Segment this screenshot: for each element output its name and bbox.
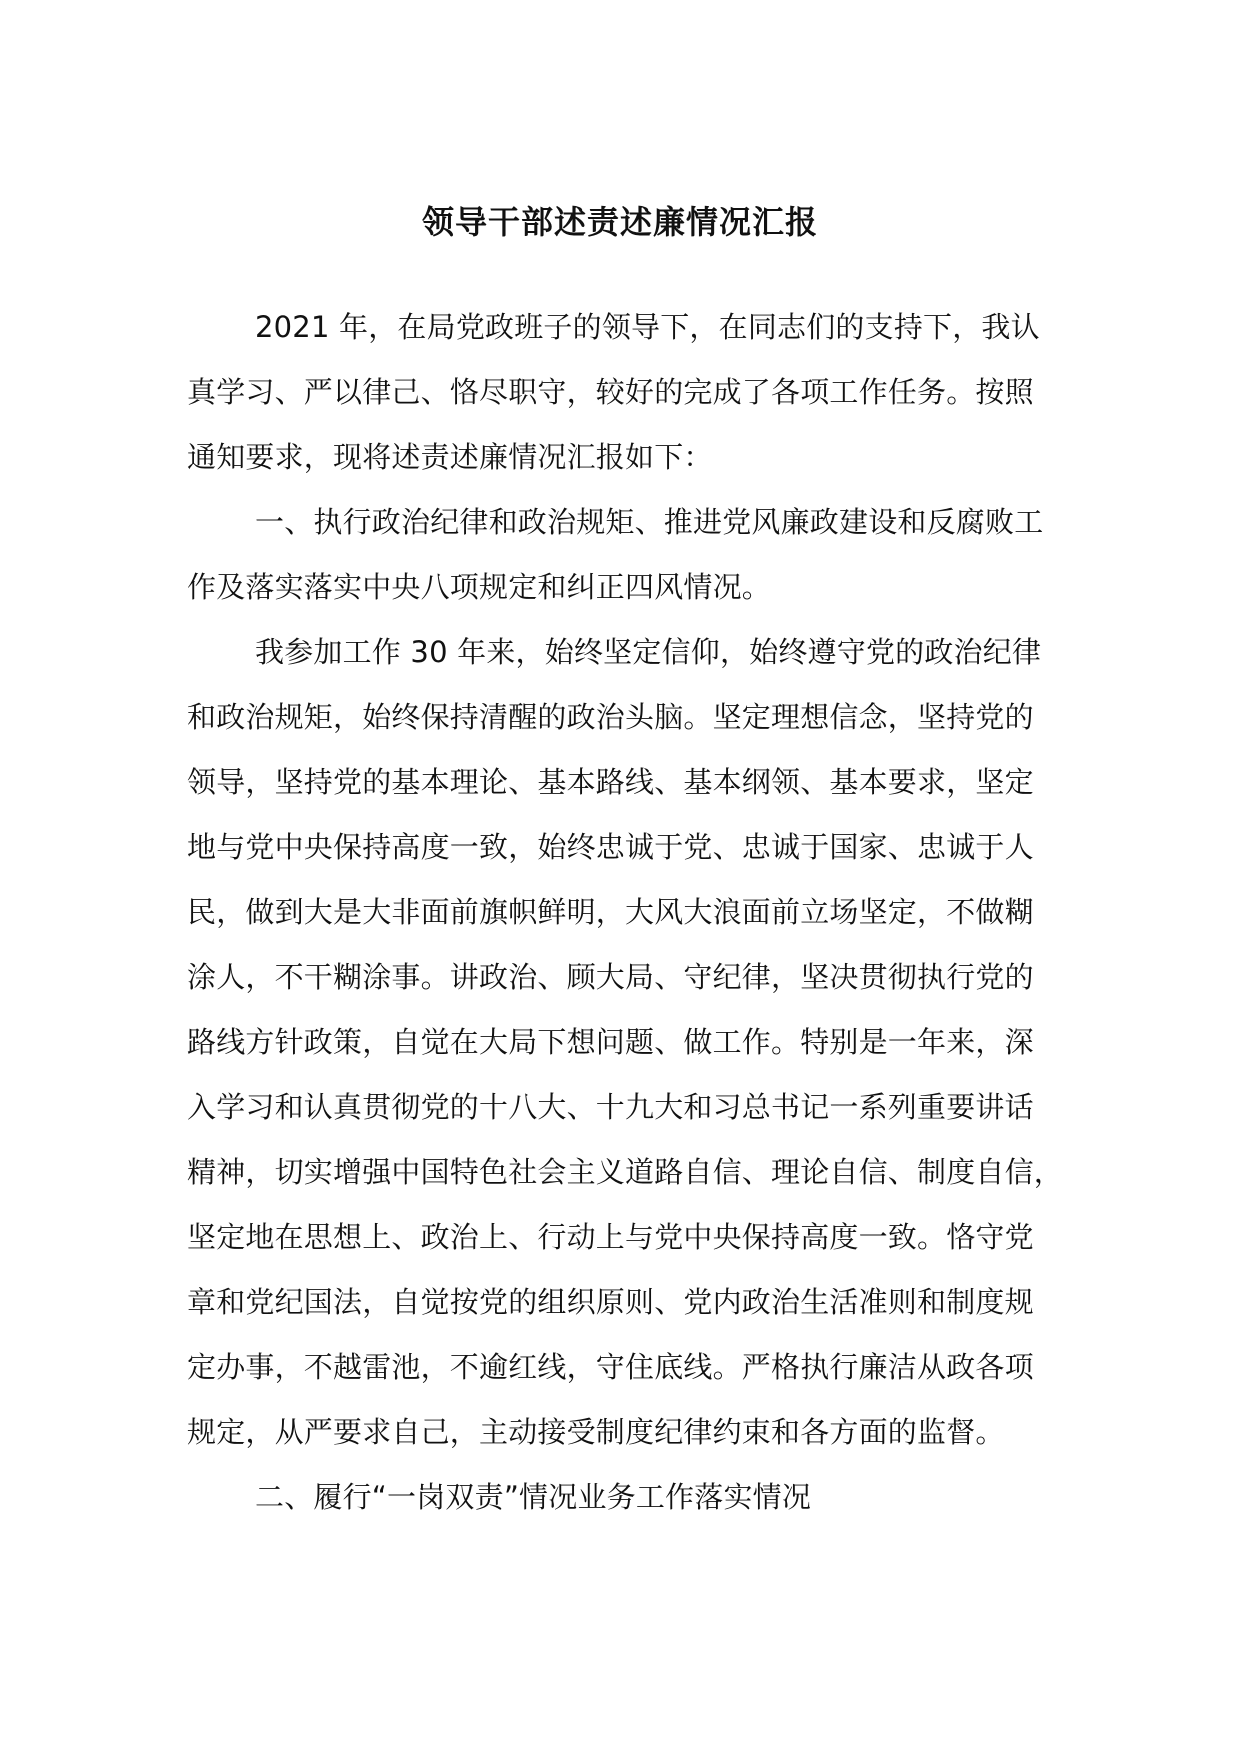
paragraph-line: 2021 年，在局党政班子的领导下，在同志们的支持下，我认 (255, 310, 1040, 344)
paragraph-line: 规定，从严要求自己，主动接受制度纪律约束和各方面的监督。 (187, 1415, 1005, 1449)
paragraph-line: 我参加工作 30 年来，始终坚定信仰，始终遵守党的政治纪律 (255, 635, 1042, 669)
paragraph-line: 章和党纪国法，自觉按党的组织原则、党内政治生活准则和制度规 (187, 1285, 1034, 1319)
paragraph-line: 入学习和认真贯彻党的十八大、十九大和习总书记一系列重要讲话 (187, 1090, 1034, 1124)
paragraph-line: 真学习、严以律己、恪尽职守，较好的完成了各项工作任务。按照 (187, 375, 1034, 409)
paragraph-line: 坚定地在思想上、政治上、行动上与党中央保持高度一致。恪守党 (187, 1220, 1034, 1254)
document-title: 领导干部述责述廉情况汇报 (421, 203, 818, 241)
section-heading-line: 二、履行“一岗双责”情况业务工作落实情况 (255, 1480, 812, 1514)
paragraph-line: 精神，切实增强中国特色社会主义道路自信、理论自信、制度自信， (187, 1155, 1064, 1189)
paragraph-line: 和政治规矩，始终保持清醒的政治头脑。坚定理想信念，坚持党的 (187, 700, 1034, 734)
section-heading-line: 一、执行政治纪律和政治规矩、推进党风廉政建设和反腐败工 (255, 505, 1044, 539)
paragraph-line: 领导，坚持党的基本理论、基本路线、基本纲领、基本要求，坚定 (187, 765, 1034, 799)
paragraph-line: 涂人，不干糊涂事。讲政治、顾大局、守纪律，坚决贯彻执行党的 (187, 960, 1034, 994)
section-heading-line: 作及落实落实中央八项规定和纠正四风情况。 (187, 570, 772, 604)
paragraph-line: 通知要求，现将述责述廉情况汇报如下： (187, 440, 713, 474)
paragraph-line: 路线方针政策，自觉在大局下想问题、做工作。特别是一年来，深 (187, 1025, 1034, 1059)
paragraph-line: 地与党中央保持高度一致，始终忠诚于党、忠诚于国家、忠诚于人 (187, 830, 1034, 864)
paragraph-line: 定办事，不越雷池，不逾红线，守住底线。严格执行廉洁从政各项 (187, 1350, 1034, 1384)
paragraph-line: 民，做到大是大非面前旗帜鲜明，大风大浪面前立场坚定，不做糊 (187, 895, 1034, 929)
